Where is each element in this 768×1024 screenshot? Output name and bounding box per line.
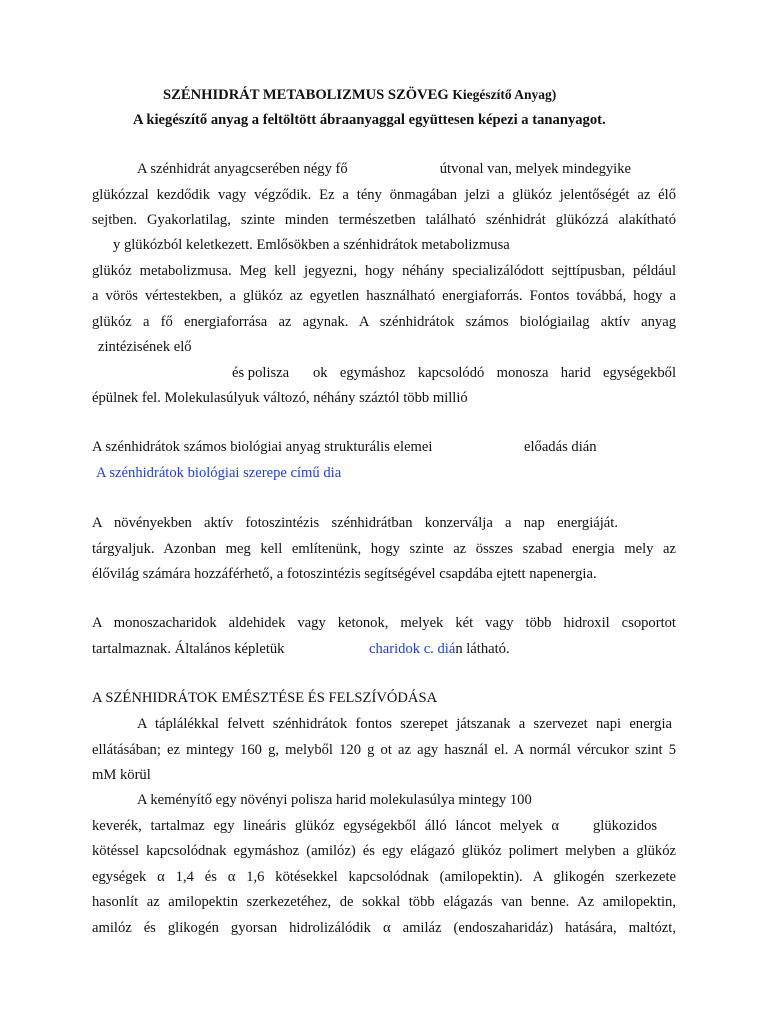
title-main: SZÉNHIDRÁT METABOLIZMUS SZÖVEG: [163, 87, 453, 103]
text-line: charidok c. dián látható.: [369, 641, 510, 657]
text-line: glükozidos: [593, 818, 658, 834]
text-line: egységek α 1,4 és α 1,6 kötésekkel kapcsolódnak (amilopektin). A glikogén szerkezete: [92, 869, 676, 885]
text-line: A növényekben aktív fotoszintézis szénhidrátban konzerválja a nap energiáját.: [92, 515, 618, 531]
text-line: kötéssel kapcsolódnak egymáshoz (amilóz) és egy elágazó glükóz polimert melyben a glükóz: [92, 843, 676, 859]
section-heading: A SZÉNHIDRÁTOK EMÉSZTÉSE ÉS FELSZÍVÓDÁSA: [92, 690, 438, 706]
text-line: amilóz és glikogén gyorsan hidrolizálódik α amiláz (endoszaharidáz) hatására, maltózt,: [92, 920, 676, 936]
text-line: glükóz metabolizmusa. Meg kell jegyezni, hogy néhány specializálódott sejttípusban, például: [92, 263, 676, 279]
text-line: mM körül: [92, 767, 151, 783]
text-line: A monoszacharidok aldehidek vagy ketonok, melyek két vagy több hidroxil csoportot: [92, 615, 676, 631]
text-line: élővilág számára hozzáférhető, a fotoszintézis segítségével csapdába ejtett napenergia.: [92, 566, 597, 582]
text-line: hasonlít az amilopektin szerkezetéhez, de sokkal több elágazás van benne. Az amilopektin,: [92, 894, 676, 910]
text-line: ellátásában; ez mintegy 160 g, melyből 120 g ot az agy használ el. A normál vércukor szint 5: [92, 742, 676, 758]
text-line: előadás dián: [524, 439, 597, 455]
document-subtitle: A kiegészítő anyag a feltöltött ábraanyaggal együttesen képezi a tananyagot.: [133, 112, 606, 128]
text-line: tárgyaljuk. Azonban meg kell említenünk, hogy szinte az összes szabad energia mely az: [92, 541, 676, 557]
text-line: tartalmaznak. Általános képletük: [92, 641, 285, 657]
text-line: A szénhidrát anyagcserében négy fő útvonal van, melyek mindegyike: [137, 161, 632, 177]
text-line: épülnek fel. Molekulasúlyuk változó, néhány száztól több millió: [92, 390, 468, 406]
text-line: A keményítő egy növényi polisza harid molekulasúlya mintegy 100: [137, 792, 532, 808]
text-line: zintézisének elő: [98, 339, 192, 355]
text-line: és polisza: [232, 365, 290, 381]
slide-link[interactable]: A szénhidrátok biológiai szerepe című dia: [96, 465, 342, 481]
text-line: A szénhidrátok számos biológiai anyag strukturális elemei: [92, 439, 433, 455]
text-line: keverék, tartalmaz egy lineáris glükóz egységekből álló láncot melyek α: [92, 818, 559, 834]
slide-link[interactable]: charidok c. diá: [369, 641, 456, 657]
text-line: sejtben. Gyakorlatilag, szinte minden természetben található szénhidrát glükózzá alakítható: [92, 212, 676, 228]
text-line: a vörös vértestekben, a glükóz az egyetlen használható energiaforrás. Fontos továbbá, hogy a: [92, 288, 676, 304]
document-title: [163, 86, 556, 104]
text-line: ok egymáshoz kapcsolódó monosza harid egységekből: [313, 365, 676, 381]
text-line: A táplálékkal felvett szénhidrátok fontos szerepet játszanak a szervezet napi energia: [137, 716, 672, 732]
text-line: glükózzal kezdődik vagy végződik. Ez a tény önmagában jelzi a glükóz jelentőségét az élő: [92, 187, 676, 203]
text-line: glükóz a fő energiaforrása az agynak. A szénhidrátok számos biológiailag aktív anyag: [92, 314, 676, 330]
text-line: y glükózból keletkezett. Emlősökben a szénhidrátok metabolizmusa: [113, 237, 510, 253]
title-sub: Kiegészítő Anyag): [452, 87, 557, 102]
